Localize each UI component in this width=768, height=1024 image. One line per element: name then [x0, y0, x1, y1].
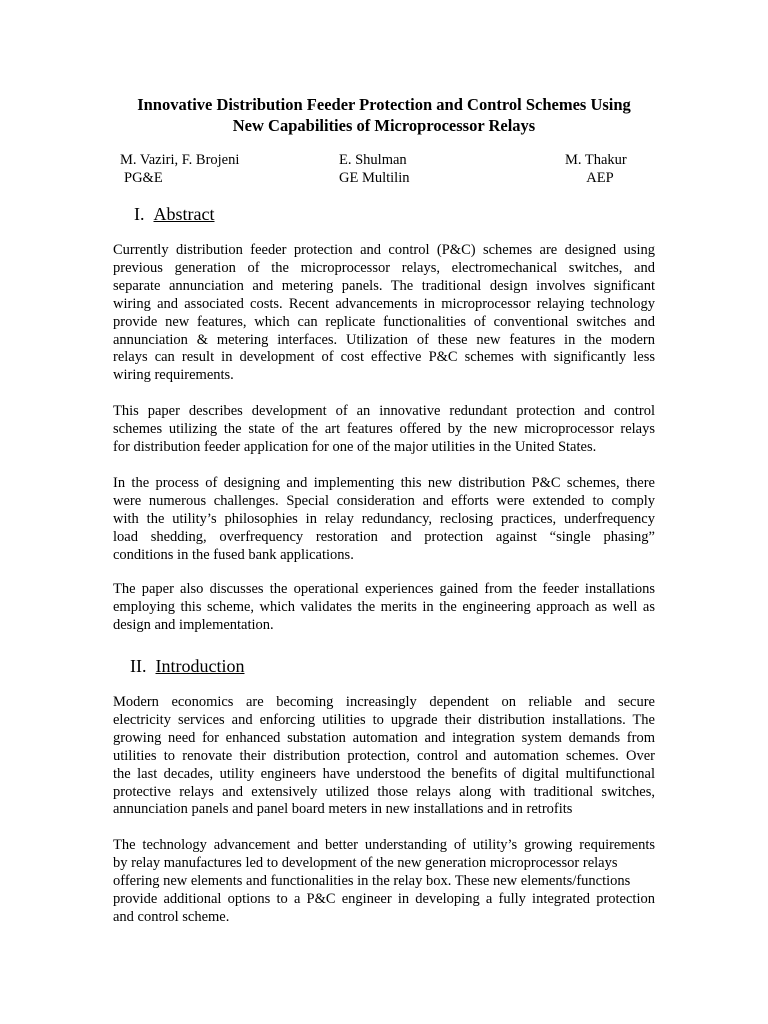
text-line: previous generation of the microprocessor relays, electromechanical switches, and [113, 259, 655, 276]
text-line: growing need for enhanced substation automation and integration system demands from [113, 729, 655, 746]
paragraph [113, 475, 655, 565]
text-line: The paper also discusses the operational experiences gained from the feeder installations [113, 581, 655, 597]
text-line: annunciation & metering interfaces. Utilization of these new features in the modern [113, 331, 655, 348]
section-title: Introduction [155, 656, 245, 676]
text-line: Currently distribution feeder protection and control (P&C) schemes are designed using [113, 242, 655, 258]
title-line: New Capabilities of Microprocessor Relays [232, 116, 536, 135]
text-line: were numerous challenges. Special consideration and efforts were extended to comply [113, 492, 655, 509]
author-block [339, 151, 410, 187]
text-line: The technology advancement and better understanding of utility’s growing requirements [113, 837, 655, 853]
paragraph [113, 242, 655, 385]
text-line: In the process of designing and implementing this new distribution P&C schemes, there [113, 475, 655, 491]
author-names: M. Thakur [565, 152, 627, 168]
text-line: wiring and associated costs. Recent advancements in microprocessor relaying technology [113, 295, 655, 312]
text-line: annunciation panels and panel board meters in new installations and in retrofits [113, 801, 573, 818]
author-affiliation: GE Multilin [339, 170, 410, 186]
text-line: separate annunciation and metering panels. The traditional design involves significant [113, 277, 655, 294]
paragraph [113, 403, 655, 457]
section-number: II. [130, 656, 147, 676]
paragraph [113, 837, 655, 927]
title-line: Innovative Distribution Feeder Protection and Control Schemes Using [137, 95, 631, 114]
text-line: protective relays and extensively utilized those relays along with traditional switches, [113, 783, 655, 800]
text-line: design and implementation. [113, 616, 274, 633]
author-names: M. Vaziri, F. Brojeni [120, 152, 240, 168]
section-heading-abstract [134, 203, 214, 225]
paragraph [113, 581, 655, 635]
text-line: provide new features, which can replicate functionalities of conventional switches and [113, 313, 655, 330]
text-line: for distribution feeder application for one of the major utilities in the United States. [113, 438, 597, 455]
section-title: Abstract [153, 204, 215, 224]
text-line: and control scheme. [113, 908, 230, 925]
author-names: E. Shulman [339, 152, 407, 168]
text-line: provide additional options to a P&C engineer in developing a fully integrated protection [113, 890, 655, 907]
text-line: schemes utilizing the state of the art features offered by the new microprocessor relays [113, 420, 655, 437]
text-line: wiring requirements. [113, 367, 234, 384]
text-line: with the utility’s philosophies in relay redundancy, reclosing practices, underfrequency [113, 510, 655, 527]
author-block [120, 151, 239, 187]
paper-title [90, 94, 678, 136]
text-line: Modern economics are becoming increasingly dependent on reliable and secure [113, 694, 655, 710]
text-line: This paper describes development of an innovative redundant protection and control [113, 403, 655, 419]
text-line: employing this scheme, which validates the merits in the engineering approach as well as [113, 598, 655, 615]
author-affiliation: PG&E [124, 170, 163, 186]
author-block [565, 151, 629, 187]
text-line: offering new elements and functionalities in the relay box. These new elements/functions [113, 872, 631, 889]
text-line: the last decades, utility engineers have understood the benefits of digital multifunctional [113, 765, 655, 782]
paragraph [113, 694, 655, 819]
text-line: electricity services and enforcing utilities to upgrade their distribution installations. The [113, 711, 655, 728]
section-heading-introduction [130, 655, 244, 677]
text-line: conditions in the fused bank applications. [113, 546, 354, 563]
text-line: by relay manufactures led to development of the new generation microprocessor relays [113, 854, 618, 871]
author-affiliation: AEP [586, 170, 614, 186]
text-line: utilities to renovate their distribution protection, control and automation schemes. Over [113, 747, 655, 764]
section-number: I. [134, 204, 145, 224]
text-line: load shedding, overfrequency restoration and protection against “single phasing” [113, 528, 655, 545]
text-line: relays can result in development of cost effective P&C schemes with significantly less [113, 349, 655, 366]
